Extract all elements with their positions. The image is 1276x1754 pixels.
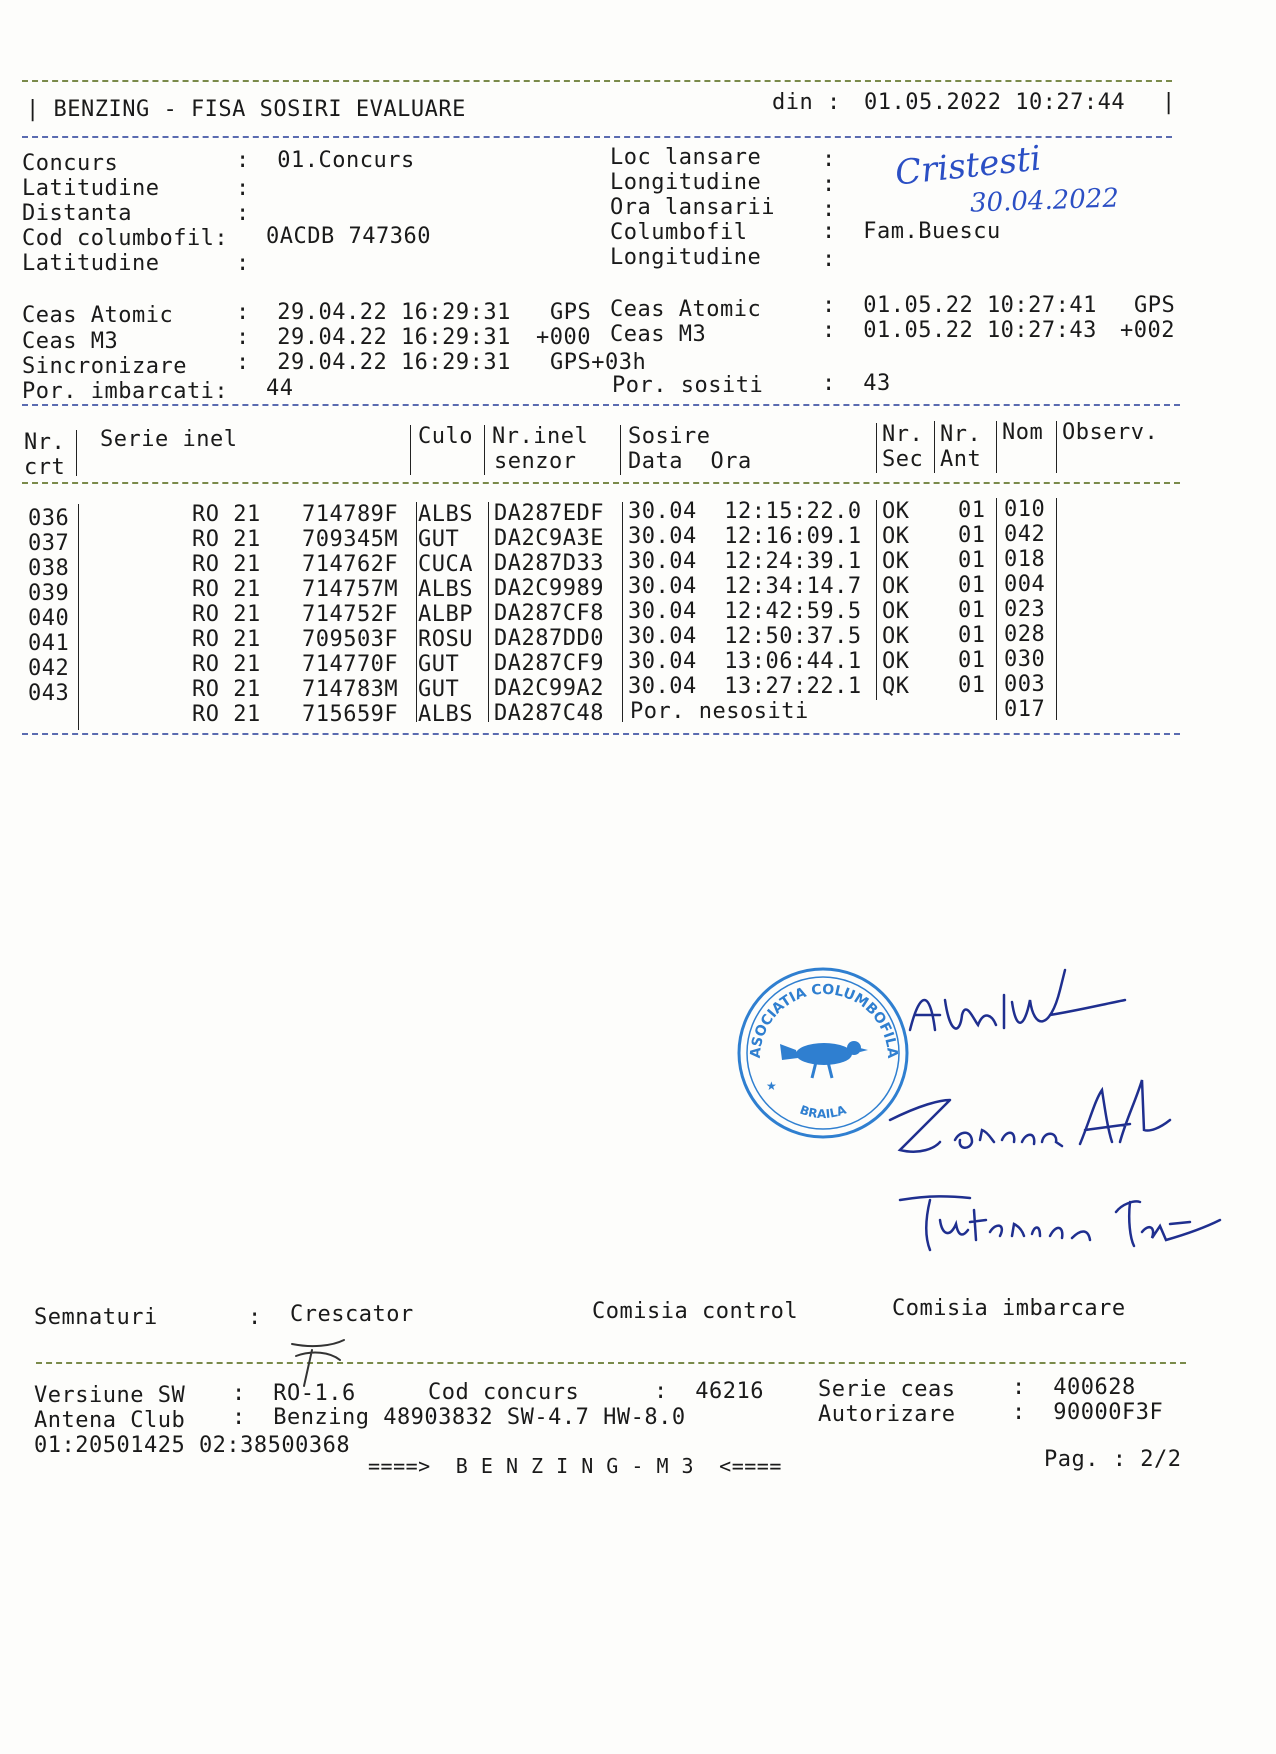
cell-ant: 01: [958, 523, 986, 548]
rule-header-bottom: [22, 136, 1172, 138]
cell-culo: ROSU: [418, 627, 473, 652]
th-senzor-1: Nr.inel: [492, 424, 589, 449]
cell-sosire: 30.04 12:15:22.0: [628, 499, 862, 524]
footer-serie-ceas-value: : 400628: [1012, 1375, 1136, 1400]
footer-versiune-value: : RO-1.6: [232, 1381, 356, 1406]
report-datetime: 01.05.2022 10:27:44: [864, 90, 1126, 115]
cell-sec: OK: [882, 624, 910, 649]
por-imbarcati-value: 44: [266, 376, 294, 401]
comisia-control-label: Comisia control: [592, 1299, 799, 1324]
clock-atomic-left-suffix: GPS: [550, 300, 592, 325]
rule-table-header-bottom: [22, 482, 1180, 484]
col-line-crt: [78, 504, 79, 730]
svg-text:BRAILA: [798, 1102, 849, 1121]
info-ora-lansarii-label: Ora lansarii: [610, 195, 775, 220]
footer-antena-value: : Benzing 48903832 SW-4.7 HW-8.0: [232, 1405, 686, 1430]
cell-sec: OK: [882, 524, 910, 549]
cell-crt: 039: [28, 581, 70, 606]
por-sositi-label: Por. sositi: [612, 373, 764, 398]
footer-autorizare-label: Autorizare: [818, 1402, 956, 1427]
stamp-top-text: ASOCIATIA COLUMBOFILA: [747, 981, 901, 1059]
signature-commission-2: [880, 1060, 1180, 1170]
cell-nom: 018: [1004, 547, 1046, 572]
cell-ant: 01: [958, 498, 986, 523]
cell-sosire: 30.04 12:16:09.1: [628, 524, 862, 549]
th-nom: Nom: [1002, 420, 1044, 445]
info-longitudine-label: Longitudine: [610, 170, 762, 195]
info-loc-lansare-value: :: [822, 147, 836, 172]
info-concurs-value: : 01.Concurs: [236, 148, 415, 173]
cell-senzor: DA2C9A3E: [494, 526, 604, 551]
cell-ring: RO 21 714783M: [192, 677, 399, 702]
th-divider-1: [76, 430, 77, 476]
col-line-sosire: [622, 502, 623, 722]
cell-ant: 01: [958, 623, 986, 648]
info-latitudine-label: Latitudine: [22, 176, 160, 201]
col-line-sec: [876, 500, 877, 700]
cell-senzor: DA287CF9: [494, 651, 604, 676]
report-title-end-bar: |: [1162, 90, 1176, 115]
th-divider-4: [620, 425, 621, 475]
cell-sec: OK: [882, 499, 910, 524]
cell-sosire: 30.04 12:34:14.7: [628, 574, 862, 599]
cell-sec: OK: [882, 549, 910, 574]
rule-top: [22, 80, 1172, 82]
report-date-prefix: din :: [772, 90, 841, 115]
th-ant-1: Nr.: [940, 422, 982, 447]
cell-sec: OK: [882, 574, 910, 599]
cell-crt: 036: [28, 506, 70, 531]
clock-m3-left-suffix: +000: [536, 325, 591, 350]
semnaturi-colon: :: [248, 1305, 262, 1330]
cell-sosire: 30.04 12:24:39.1: [628, 549, 862, 574]
th-sosire-2: Data Ora: [628, 449, 752, 474]
cell-senzor: DA2C99A2: [494, 676, 604, 701]
info-longitudine2-value: :: [822, 247, 836, 272]
th-divider-8: [1056, 421, 1057, 473]
cell-culo: GUT: [418, 527, 460, 552]
th-sec-1: Nr.: [882, 422, 924, 447]
info-distanta-label: Distanta: [22, 201, 132, 226]
cell-ring: RO 21 714770F: [192, 652, 399, 677]
cell-senzor: DA287DD0: [494, 626, 604, 651]
th-divider-5: [876, 423, 877, 473]
cell-ant: 01: [958, 548, 986, 573]
clock-sync-value: : 29.04.22 16:29:31: [236, 350, 511, 375]
cell-senzor: DA287C48: [494, 701, 604, 726]
info-distanta-value: :: [236, 201, 250, 226]
cell-ring: RO 21 714789F: [192, 502, 399, 527]
cell-culo: GUT: [418, 652, 460, 677]
info-columbofil-value: : Fam.Buescu: [822, 219, 1001, 244]
por-imbarcati-label: Por. imbarcati:: [22, 379, 229, 404]
pigeon-icon: [780, 1041, 868, 1078]
footer-autorizare-value: : 90000F3F: [1012, 1400, 1164, 1425]
cell-ring: RO 21 715659F: [192, 702, 399, 727]
cell-nom: 017: [1004, 697, 1046, 722]
cell-ant: 01: [958, 573, 986, 598]
clock-atomic-left-label: Ceas Atomic: [22, 303, 174, 328]
por-sositi-value: : 43: [822, 371, 891, 396]
comisia-imbarcare-label: Comisia imbarcare: [892, 1296, 1126, 1321]
cell-sec: OK: [882, 649, 910, 674]
cell-nom: 030: [1004, 647, 1046, 672]
cell-sec: QK: [882, 674, 910, 699]
signature-commission-1: [900, 960, 1140, 1060]
info-latitudine-value: :: [236, 176, 250, 201]
cell-nom: 028: [1004, 622, 1046, 647]
cell-nom: 042: [1004, 522, 1046, 547]
handwritten-place: Cristesti: [893, 138, 1044, 194]
rule-table-end: [22, 733, 1180, 735]
cell-sosire: Por. nesositi: [630, 699, 809, 724]
info-ora-lansarii-value: :: [822, 197, 836, 222]
footer-versiune-label: Versiune SW: [34, 1383, 186, 1408]
cell-culo: ALBS: [418, 577, 473, 602]
info-longitudine2-label: Longitudine: [610, 245, 762, 270]
stamp-star-icon: ★: [766, 1079, 777, 1093]
info-cod-value: 0ACDB 747360: [266, 224, 431, 249]
th-serie-inel: Serie inel: [100, 427, 238, 452]
th-divider-6: [934, 421, 935, 473]
cell-nom: 004: [1004, 572, 1046, 597]
cell-culo: ALBP: [418, 602, 473, 627]
cell-sosire: 30.04 12:42:59.5: [628, 599, 862, 624]
clock-sync-suffix: GPS+03h: [550, 350, 647, 375]
th-senzor-2: senzor: [494, 449, 577, 474]
footer-banner: ====> B E N Z I N G - M 3 <====: [368, 1454, 782, 1478]
clock-m3-right-suffix: +002: [1120, 318, 1175, 343]
info-columbofil-label: Columbofil: [610, 220, 748, 245]
th-divider-2: [410, 425, 411, 475]
th-nr-crt-1: Nr.: [24, 430, 66, 455]
clock-m3-right-label: Ceas M3: [610, 322, 707, 347]
footer-antena-label: Antena Club: [34, 1408, 186, 1433]
cell-ant: 01: [958, 598, 986, 623]
cell-ring: RO 21 714757M: [192, 577, 399, 602]
crescator-label: Crescator: [290, 1302, 414, 1327]
cell-culo: GUT: [418, 677, 460, 702]
cell-ant: 01: [958, 648, 986, 673]
cell-crt: 037: [28, 531, 70, 556]
cell-crt: 040: [28, 606, 70, 631]
th-sosire-1: Sosire: [628, 424, 711, 449]
cell-nom: 010: [1004, 497, 1046, 522]
cell-crt: 042: [28, 656, 70, 681]
info-cod-label: Cod columbofil:: [22, 226, 229, 251]
cell-nom: 003: [1004, 672, 1046, 697]
th-sec-2: Sec: [882, 447, 924, 472]
footer-page-number: Pag. : 2/2: [1044, 1447, 1182, 1472]
th-culo: Culo: [418, 424, 473, 449]
info-concurs-label: Concurs: [22, 151, 119, 176]
cell-senzor: DA287CF8: [494, 601, 604, 626]
cell-sosire: 30.04 12:50:37.5: [628, 624, 862, 649]
col-line-obs: [1056, 498, 1057, 720]
cell-crt: 043: [28, 681, 70, 706]
semnaturi-label: Semnaturi: [34, 1305, 158, 1330]
cell-senzor: DA287D33: [494, 551, 604, 576]
th-ant-2: Ant: [940, 447, 982, 472]
clock-atomic-right-label: Ceas Atomic: [610, 297, 762, 322]
clock-atomic-right-value: : 01.05.22 10:27:41: [822, 293, 1097, 318]
footer-cod-concurs-label: Cod concurs: [428, 1380, 580, 1405]
rule-info-bottom: [22, 404, 1180, 406]
cell-culo: CUCA: [418, 552, 473, 577]
cell-ring: RO 21 714762F: [192, 552, 399, 577]
cell-sec: OK: [882, 599, 910, 624]
clock-sync-label: Sincronizare: [22, 354, 187, 379]
cell-culo: ALBS: [418, 502, 473, 527]
th-divider-7: [996, 421, 997, 473]
cell-nom: 023: [1004, 597, 1046, 622]
footer-codes: 01:20501425 02:38500368: [34, 1433, 351, 1458]
report-title: | BENZING - FISA SOSIRI EVALUARE: [26, 97, 466, 122]
col-line-culo: [416, 502, 417, 722]
handwritten-date: 30.04.2022: [969, 183, 1120, 219]
col-line-senzor: [488, 502, 489, 722]
th-nr-crt-2: crt: [24, 455, 66, 480]
col-line-nom: [996, 498, 997, 720]
clock-atomic-left-value: : 29.04.22 16:29:31: [236, 300, 511, 325]
th-divider-3: [484, 425, 485, 475]
info-longitudine-value: :: [822, 172, 836, 197]
th-observ: Observ.: [1062, 420, 1159, 445]
cell-sosire: 30.04 13:27:22.1: [628, 674, 862, 699]
cell-ant: 01: [958, 673, 986, 698]
footer-cod-concurs-value: : 46216: [654, 1379, 764, 1404]
stamp-bottom-text: BRAILA: [797, 1102, 849, 1122]
cell-culo: ALBS: [418, 702, 473, 727]
cell-ring: RO 21 709503F: [192, 627, 399, 652]
clock-m3-left-value: : 29.04.22 16:29:31: [236, 325, 511, 350]
cell-ring: RO 21 714752F: [192, 602, 399, 627]
clock-m3-left-label: Ceas M3: [22, 329, 119, 354]
clock-m3-right-value: : 01.05.22 10:27:43: [822, 318, 1097, 343]
footer-serie-ceas-label: Serie ceas: [818, 1377, 956, 1402]
rule-footer-top: [36, 1362, 1186, 1364]
signature-commission-3: [890, 1180, 1230, 1270]
info-latitudine2-label: Latitudine: [22, 251, 160, 276]
cell-ring: RO 21 709345M: [192, 527, 399, 552]
cell-crt: 038: [28, 556, 70, 581]
cell-senzor: DA287EDF: [494, 501, 604, 526]
cell-crt: 041: [28, 631, 70, 656]
info-loc-lansare-label: Loc lansare: [610, 145, 762, 170]
info-latitudine2-value: :: [236, 251, 250, 276]
cell-senzor: DA2C9989: [494, 576, 604, 601]
cell-sosire: 30.04 13:06:44.1: [628, 649, 862, 674]
clock-atomic-right-suffix: GPS: [1134, 293, 1176, 318]
